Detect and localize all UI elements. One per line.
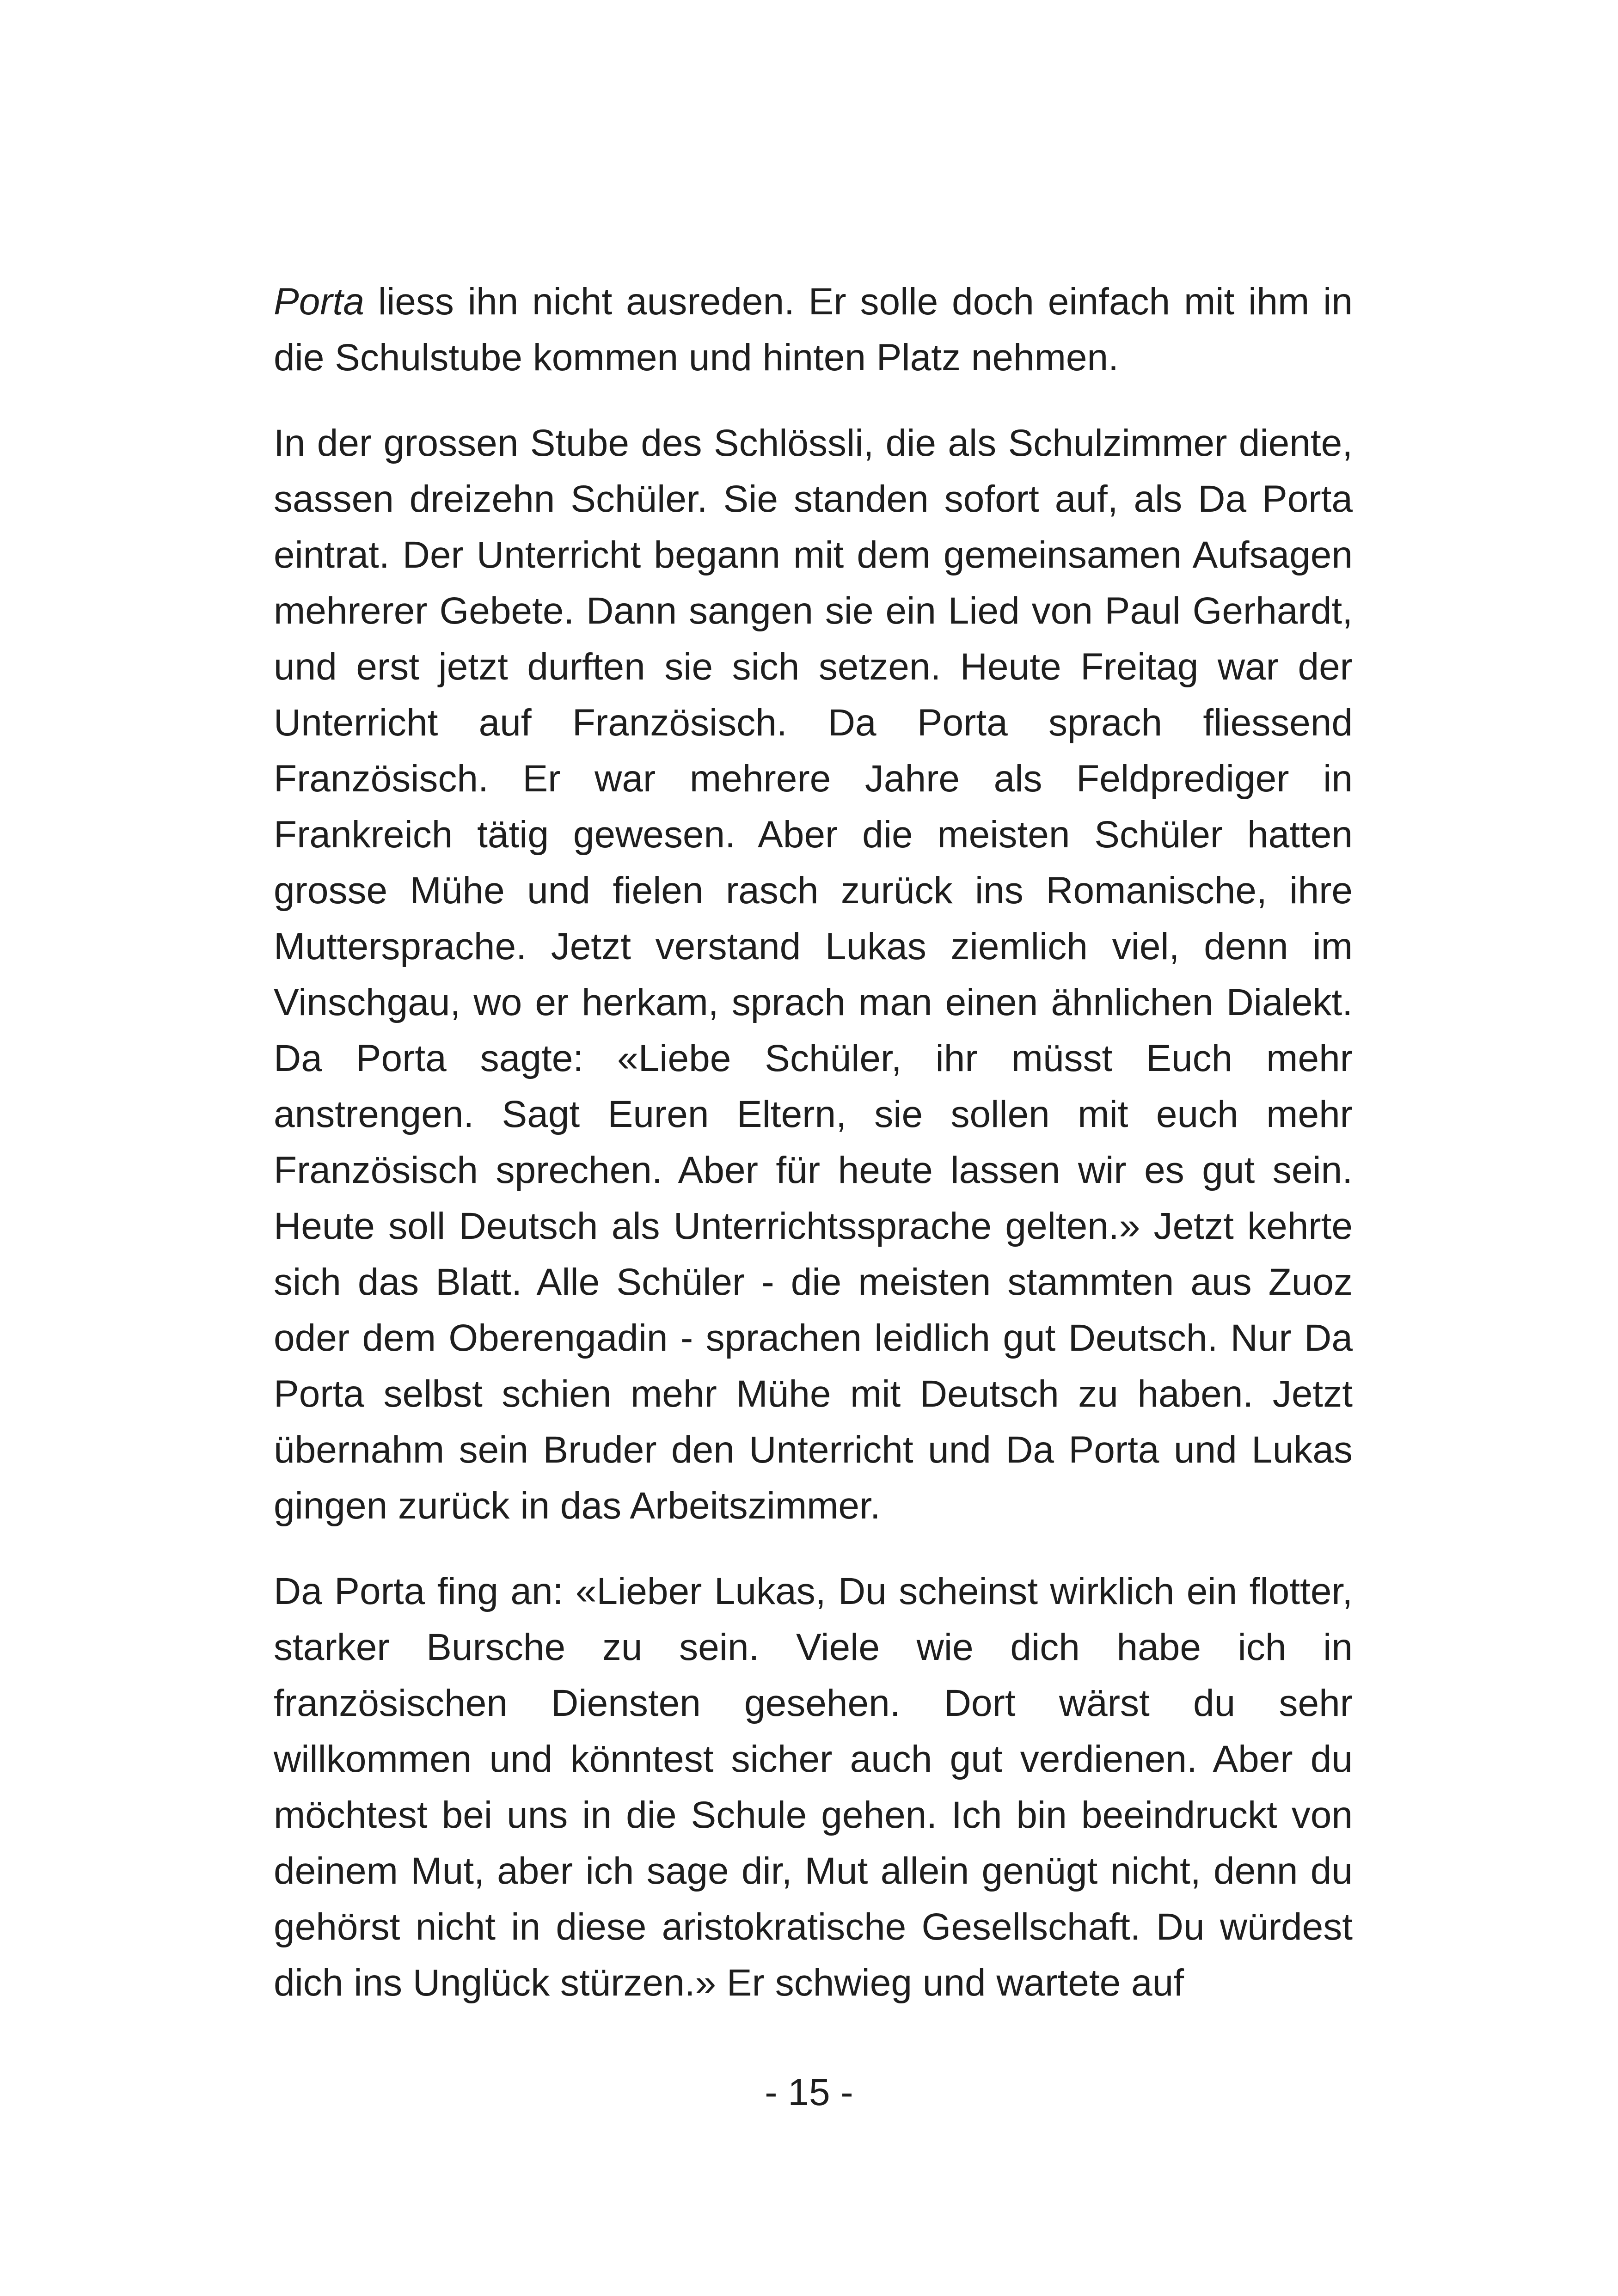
- paragraph-3: [274, 1563, 1353, 2011]
- paragraph-1: [274, 274, 1353, 386]
- body-text: [274, 274, 1353, 2040]
- italic-name: Porta: [274, 281, 364, 323]
- page-number: - 15 -: [765, 2071, 853, 2113]
- paragraph-1-text: liess ihn nicht ausreden. Er solle doch einfach mit ihm in die Schulstube kommen und hinten Platz nehmen.: [274, 281, 1353, 379]
- paragraph-3-text: Da Porta fing an: «Lieber Lukas, Du scheinst wirklich ein flotter, starker Bursche zu sein. Viele wie dich habe ich in französischen Diensten gesehen. Dort wärst du sehr willkommen und könntest sicher auch gut verdienen. Aber du möchtest bei uns in die Schule gehen. Ich bin beeindruckt von deinem Mut, aber ich sage dir, Mut allein genügt nicht, denn du gehörst nicht in diese aristokratische Gesellschaft. Du würdest dich ins Unglück stürzen.» Er schwieg und wartete auf: [274, 1570, 1353, 2004]
- paragraph-2-text: In der grossen Stube des Schlössli, die als Schulzimmer diente, sassen dreizehn Schüler. Sie standen sofort auf, als Da Porta eintrat. Der Unterricht begann mit dem gemeinsamen Aufsagen mehrerer Gebete. Dann sangen sie ein Lied von Paul Gerhardt, und erst jetzt durften sie sich setzen. Heute Freitag war der Unterricht auf Französisch. Da Porta sprach fliessend Französisch. Er war mehrere Jahre als Feldprediger in Frankreich tätig gewesen. Aber die meisten Schüler hatten grosse Mühe und fielen rasch zurück ins Romanische, ihre Muttersprache. Jetzt verstand Lukas ziemlich viel, denn im Vinschgau, wo er herkam, sprach man einen ähnlichen Dialekt. Da Porta sagte: «Liebe Schüler, ihr müsst Euch mehr anstrengen. Sagt Euren Eltern, sie sollen mit euch mehr Französisch sprechen. Aber für heute lassen wir es gut sein. Heute soll Deutsch als Unterrichtssprache gelten.» Jetzt kehrte sich das Blatt. Alle Schüler - die meisten stammten aus Zuoz oder dem Oberengadin - sprachen leidlich gut Deutsch. Nur Da Porta selbst schien mehr Mühe mit Deutsch zu haben. Jetzt übernahm sein Bruder den Unterricht und Da Porta und Lukas gingen zurück in das Arbeitszimmer.: [274, 422, 1353, 1527]
- paragraph-2: [274, 415, 1353, 1534]
